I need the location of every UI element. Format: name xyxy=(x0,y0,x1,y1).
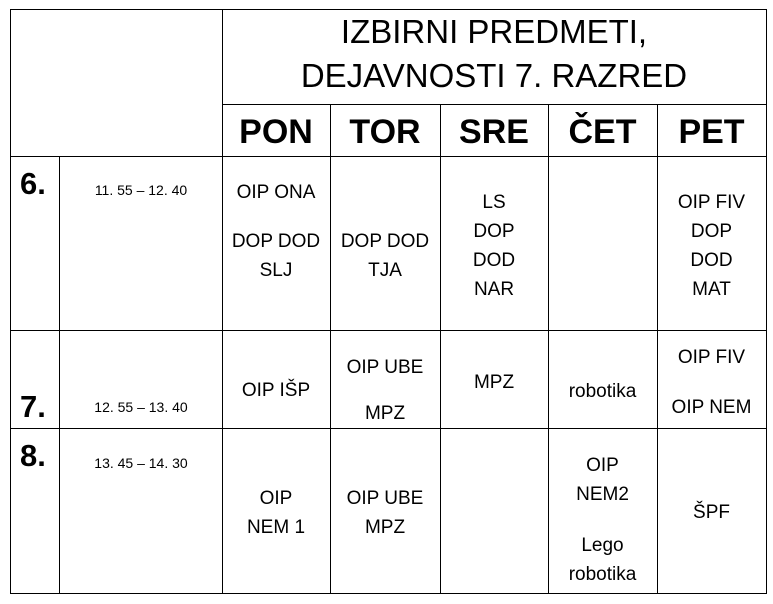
cell-7-pet xyxy=(657,343,766,422)
time-label-8: 13. 45 – 14. 30 xyxy=(94,455,188,471)
cell-line: DOP xyxy=(690,221,733,242)
cell-8-pon xyxy=(222,484,330,542)
cell-line: NEM 1 xyxy=(246,517,306,538)
cell-7-pon xyxy=(222,376,330,405)
period-label-6: 6. xyxy=(20,166,46,201)
table-border-bottom xyxy=(10,593,766,594)
cell-line: ŠPF xyxy=(693,502,730,523)
cell-line: OIP NEM xyxy=(671,397,752,418)
col-divider-tor xyxy=(440,104,441,594)
cell-8-pet xyxy=(657,498,766,527)
cell-line: robotika xyxy=(568,381,637,402)
day-header-pet: PET xyxy=(678,113,745,151)
cell-line: DOP DOD xyxy=(340,231,430,252)
table-border-right xyxy=(766,9,767,594)
period-label-7: 7. xyxy=(20,389,46,424)
day-header-sre: SRE xyxy=(459,113,529,151)
cell-line: OIP FIV xyxy=(677,347,746,368)
cell-line: Lego xyxy=(581,535,624,556)
cell-line: DOP DOD xyxy=(231,231,321,252)
cell-line: SLJ xyxy=(259,260,293,281)
cell-line: OIP UBE xyxy=(346,488,424,509)
cell-line: DOD xyxy=(472,250,516,271)
day-header-cet: ČET xyxy=(568,113,637,151)
page-title xyxy=(222,10,766,98)
cell-line: MPZ xyxy=(364,517,406,538)
cell-line xyxy=(657,372,766,393)
cell-line: MAT xyxy=(692,279,731,300)
cell-line: MPZ xyxy=(473,372,515,393)
cell-line: TJA xyxy=(368,260,402,281)
cell-line xyxy=(548,509,657,531)
cell-line: OIP FIV xyxy=(677,192,746,213)
cell-8-cet xyxy=(548,451,657,589)
period-label-8: 8. xyxy=(20,438,46,473)
cell-7-cet xyxy=(548,377,657,406)
title-line-1: IZBIRNI PREDMETI, xyxy=(340,13,648,50)
day-header-pon: PON xyxy=(239,113,313,151)
cell-line xyxy=(330,382,440,399)
cell-6-pon xyxy=(222,178,330,285)
cell-line: DOP xyxy=(473,221,515,242)
row-divider-1 xyxy=(10,330,766,331)
cell-6-pet xyxy=(657,188,766,304)
cell-7-sre xyxy=(440,368,548,397)
cell-line: NEM2 xyxy=(576,484,629,505)
period-time-divider xyxy=(59,156,60,594)
cell-line: NAR xyxy=(473,279,515,300)
cell-line: OIP UBE xyxy=(346,357,424,378)
cell-line: robotika xyxy=(568,564,637,585)
time-label-6: 11. 55 – 12. 40 xyxy=(94,182,188,198)
cell-line: OIP xyxy=(586,455,619,476)
cell-line: LS xyxy=(482,192,506,213)
row-divider-2 xyxy=(10,428,766,429)
time-label-7: 12. 55 – 13. 40 xyxy=(94,399,188,415)
day-header-tor: TOR xyxy=(349,113,421,151)
cell-line: OIP ONA xyxy=(236,182,316,203)
table-border-left xyxy=(10,9,11,594)
cell-6-sre xyxy=(440,188,548,304)
cell-line: OIP IŠP xyxy=(241,380,311,401)
cell-line xyxy=(222,207,330,227)
title-line-2: DEJAVNOSTI 7. RAZRED xyxy=(300,57,688,94)
cell-line: DOD xyxy=(690,250,733,271)
cell-8-tor xyxy=(330,484,440,542)
cell-7-tor xyxy=(330,353,440,428)
cell-6-tor xyxy=(330,227,440,285)
cell-line: MPZ xyxy=(364,403,406,424)
cell-line: OIP xyxy=(259,488,293,509)
